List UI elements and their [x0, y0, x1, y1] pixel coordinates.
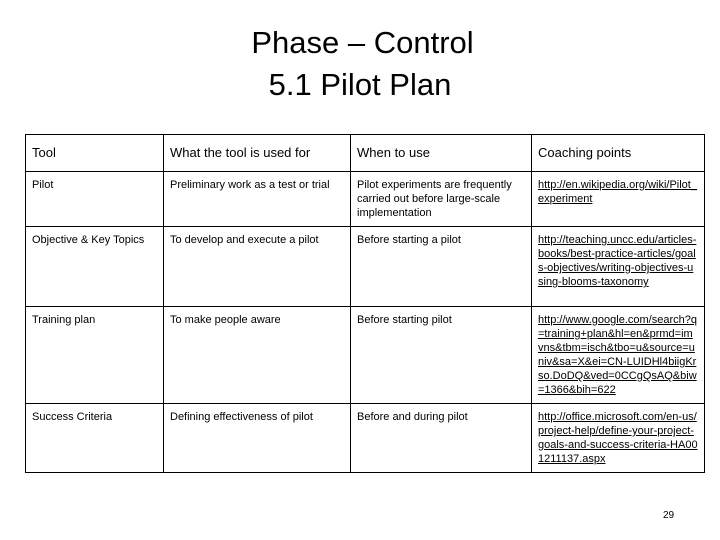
- table-row: [26, 172, 705, 227]
- table-row: [26, 404, 705, 473]
- coaching-link[interactable]: http://www.google.com/search?q=training+plan&hl=en&prmd=imvns&tbm=isch&tbo=u&source=univ&sa=X&ei=CN-LUIDHl4biigKrso.DoDQ&ved=0CCgQsAQ&biw=1366&bih=622: [538, 314, 697, 396]
- cell-tool: Success Criteria: [26, 404, 164, 473]
- cell-used-for: Preliminary work as a test or trial: [164, 172, 351, 227]
- table-header-row: [26, 135, 705, 172]
- title-line-pilot-plan: 5.1 Pilot Plan: [268, 67, 452, 102]
- cell-when: Pilot experiments are frequently carried out before large-scale implementation: [351, 172, 532, 227]
- cell-tool: Objective & Key Topics: [26, 227, 164, 307]
- table-row: [26, 227, 705, 307]
- header-used-for: What the tool is used for: [164, 135, 351, 172]
- cell-coaching: [532, 307, 705, 404]
- cell-when: Before starting a pilot: [351, 227, 532, 307]
- cell-coaching: [532, 172, 705, 227]
- cell-tool: Training plan: [26, 307, 164, 404]
- cell-used-for: Defining effectiveness of pilot: [164, 404, 351, 473]
- cell-coaching: [532, 404, 705, 473]
- coaching-link[interactable]: http://office.microsoft.com/en-us/project-help/define-your-project-goals-and-success-criteria-HA001211137.aspx: [538, 411, 698, 465]
- coaching-link[interactable]: http://en.wikipedia.org/wiki/Pilot_experiment: [538, 179, 697, 205]
- cell-when: Before and during pilot: [351, 404, 532, 473]
- pilot-plan-table: [25, 134, 705, 473]
- header-when-to-use: When to use: [351, 135, 532, 172]
- cell-when: Before starting pilot: [351, 307, 532, 404]
- title-line-phase: Phase – Control: [251, 25, 474, 60]
- slide-title: [0, 22, 720, 106]
- cell-used-for: To develop and execute a pilot: [164, 227, 351, 307]
- cell-used-for: To make people aware: [164, 307, 351, 404]
- cell-tool: Pilot: [26, 172, 164, 227]
- page-number: 29: [663, 510, 675, 521]
- table-row: [26, 307, 705, 404]
- pilot-plan-table-container: [25, 134, 698, 473]
- coaching-link[interactable]: http://teaching.uncc.edu/articles-books/best-practice-articles/goals-objectives/writing-objectives-using-blooms-taxonomy: [538, 234, 697, 288]
- cell-coaching: [532, 227, 705, 307]
- header-coaching-points: Coaching points: [532, 135, 705, 172]
- header-tool: Tool: [26, 135, 164, 172]
